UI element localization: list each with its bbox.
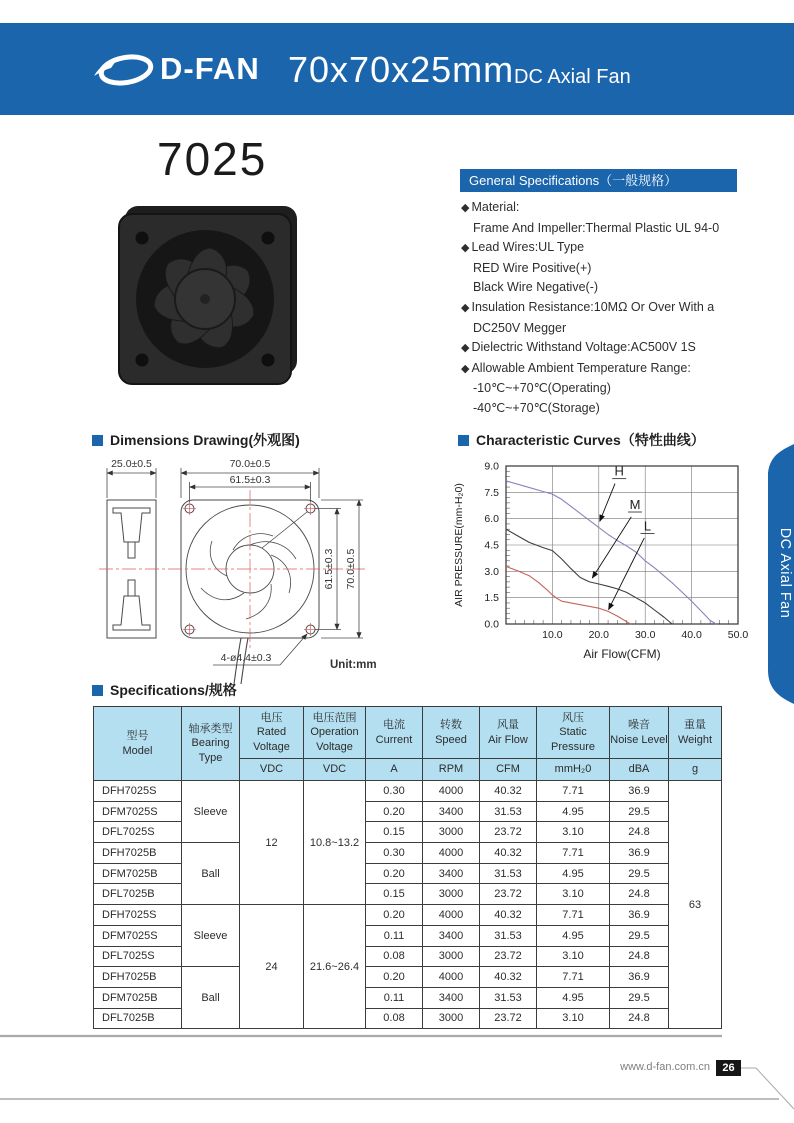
model-cell: DFH7025B (94, 967, 182, 988)
pressure-cell: 3.10 (537, 822, 610, 843)
bearing-cell: Sleeve (182, 781, 240, 843)
general-specs-list (461, 198, 751, 419)
brand-name: D-FAN (160, 51, 260, 86)
curves-section-title: Characteristic Curves（特性曲线） (458, 430, 705, 450)
curve-L (506, 566, 630, 624)
spec-item: -40℃~+70℃(Storage) (473, 400, 600, 415)
general-specs-header: General Specifications（一般规格） (460, 169, 737, 192)
bearing-cell: Ball (182, 967, 240, 1029)
column-header: 风量 Air Flow (480, 707, 537, 759)
speed-cell: 3000 (423, 822, 480, 843)
brand-logo-icon (90, 49, 156, 91)
pressure-cell: 3.10 (537, 1008, 610, 1029)
curve-label-L: L (643, 518, 652, 534)
current-cell: 0.30 (366, 781, 423, 802)
curves-chart-svg (448, 452, 748, 672)
column-unit: RPM (423, 759, 480, 781)
pressure-cell: 7.71 (537, 843, 610, 864)
x-tick-label: 50.0 (727, 629, 748, 641)
spec-item: ◆ Material: (461, 200, 520, 214)
diamond-bullet-icon: ◆ (461, 301, 470, 314)
pressure-cell: 7.71 (537, 905, 610, 926)
column-unit: CFM (480, 759, 537, 781)
current-cell: 0.11 (366, 987, 423, 1008)
current-cell: 0.08 (366, 946, 423, 967)
side-tab (744, 442, 794, 707)
header-bar (0, 23, 794, 115)
column-header: 风压 Static Pressure (537, 707, 610, 759)
dimensions-drawing (95, 452, 415, 692)
column-header: 噪音 Noise Level (610, 707, 669, 759)
noise-cell: 36.9 (610, 781, 669, 802)
current-cell: 0.15 (366, 822, 423, 843)
column-header: 电压 Rated Voltage (240, 707, 304, 759)
airflow-cell: 31.53 (480, 987, 537, 1008)
model-cell: DFM7025B (94, 987, 182, 1008)
column-header: 重量 Weight (669, 707, 722, 759)
speed-cell: 3000 (423, 1008, 480, 1029)
x-tick-label: 10.0 (542, 629, 563, 641)
spec-item: Black Wire Negative(-) (473, 280, 599, 295)
curve-label-H: H (614, 463, 624, 479)
model-cell: DFL7025B (94, 884, 182, 905)
column-unit: A (366, 759, 423, 781)
pressure-cell: 4.95 (537, 801, 610, 822)
airflow-cell: 40.32 (480, 781, 537, 802)
noise-cell: 29.5 (610, 925, 669, 946)
table-row (94, 843, 722, 864)
pressure-cell: 4.95 (537, 925, 610, 946)
section-bullet-icon (92, 685, 103, 696)
dim-height-inner: 61.5±0.3 (323, 548, 335, 590)
rated-voltage-cell: 12 (240, 781, 304, 905)
pressure-cell: 4.95 (537, 987, 610, 1008)
diamond-bullet-icon: ◆ (461, 202, 470, 214)
spec-item: DC250V Megger (473, 320, 567, 335)
column-header: 型号 Model (94, 707, 182, 781)
speed-cell: 3000 (423, 884, 480, 905)
y-axis-title: AIR PRESSURE(mm-H₂0) (453, 483, 465, 607)
y-tick-label: 1.5 (484, 592, 499, 605)
specs-table-head (94, 707, 722, 781)
spec-item: ◆ Allowable Ambient Temperature Range: (461, 360, 691, 375)
spec-item: -10℃~+70℃(Operating) (473, 381, 611, 396)
dim-holes-callout: 4-ø4.4±0.3 (220, 652, 272, 664)
x-axis-title: Air Flow(CFM) (583, 647, 661, 661)
speed-cell: 3400 (423, 863, 480, 884)
bearing-cell: Ball (182, 843, 240, 905)
spec-item: ◆ Dielectric Withstand Voltage:AC500V 1S (461, 340, 696, 355)
model-cell: DFL7025S (94, 946, 182, 967)
dim-width-outer: 70.0±0.5 (229, 458, 271, 470)
airflow-cell: 31.53 (480, 863, 537, 884)
bearing-cell: Sleeve (182, 905, 240, 967)
current-cell: 0.30 (366, 843, 423, 864)
model-cell: DFL7025B (94, 1008, 182, 1029)
spec-item: Frame And Impeller:Thermal Plastic UL 94-0 (473, 220, 720, 235)
y-tick-label: 4.5 (484, 539, 499, 552)
dim-height-outer: 70.0±0.5 (345, 548, 357, 590)
current-cell: 0.08 (366, 1008, 423, 1029)
model-cell: DFH7025S (94, 905, 182, 926)
speed-cell: 4000 (423, 967, 480, 988)
airflow-cell: 23.72 (480, 946, 537, 967)
speed-cell: 3000 (423, 946, 480, 967)
curve-H (506, 481, 716, 624)
model-cell: DFM7025S (94, 801, 182, 822)
page-subtitle: DC Axial Fan (514, 66, 631, 88)
model-cell: DFH7025B (94, 843, 182, 864)
column-unit: mmH₂0 (537, 759, 610, 781)
airflow-cell: 23.72 (480, 884, 537, 905)
current-cell: 0.20 (366, 801, 423, 822)
weight-cell: 63 (669, 781, 722, 1029)
speed-cell: 4000 (423, 905, 480, 926)
pressure-cell: 3.10 (537, 884, 610, 905)
spec-item: ◆ Lead Wires:UL Type (461, 240, 585, 255)
specs-table (93, 706, 722, 1029)
column-unit: g (669, 759, 722, 781)
speed-cell: 4000 (423, 781, 480, 802)
diamond-bullet-icon: ◆ (461, 242, 470, 255)
spec-item: RED Wire Positive(+) (473, 260, 592, 275)
table-row (94, 781, 722, 802)
dimensions-section-title: Dimensions Drawing(外观图) (92, 430, 300, 450)
pressure-cell: 7.71 (537, 967, 610, 988)
speed-cell: 3400 (423, 925, 480, 946)
noise-cell: 36.9 (610, 967, 669, 988)
speed-cell: 3400 (423, 987, 480, 1008)
fan-blade-lines (201, 512, 307, 619)
model-cell: DFM7025B (94, 863, 182, 884)
pressure-cell: 3.10 (537, 946, 610, 967)
footer-ornament (0, 1028, 794, 1123)
x-tick-label: 30.0 (634, 629, 656, 641)
noise-cell: 29.5 (610, 987, 669, 1008)
noise-cell: 24.8 (610, 946, 669, 967)
noise-cell: 36.9 (610, 905, 669, 926)
operation-voltage-cell: 10.8~13.2 (304, 781, 366, 905)
current-cell: 0.15 (366, 884, 423, 905)
y-tick-label: 9.0 (484, 460, 499, 473)
curve-label-M: M (629, 497, 641, 513)
side-tab-label: DC Axial Fan (777, 527, 793, 619)
y-tick-label: 7.5 (484, 486, 499, 499)
table-row (94, 905, 722, 926)
noise-cell: 24.8 (610, 884, 669, 905)
rated-voltage-cell: 24 (240, 905, 304, 1029)
diamond-bullet-icon: ◆ (461, 362, 470, 375)
spec-item: ◆ Insulation Resistance:10MΩ Or Over With a (461, 299, 715, 314)
diamond-bullet-icon: ◆ (461, 342, 470, 355)
noise-cell: 24.8 (610, 1008, 669, 1029)
specs-section-title: Specifications/规格 (92, 680, 237, 700)
speed-cell: 3400 (423, 801, 480, 822)
airflow-cell: 31.53 (480, 801, 537, 822)
pressure-cell: 7.71 (537, 781, 610, 802)
current-cell: 0.20 (366, 863, 423, 884)
pressure-cell: 4.95 (537, 863, 610, 884)
noise-cell: 36.9 (610, 843, 669, 864)
section-bullet-icon (92, 435, 103, 446)
dim-unit-note: Unit:mm (330, 659, 377, 671)
column-header: 电压范围 Operation Voltage (304, 707, 366, 759)
dim-width-inner: 61.5±0.3 (229, 474, 271, 486)
airflow-cell: 40.32 (480, 843, 537, 864)
y-tick-label: 3.0 (484, 565, 499, 578)
column-unit: VDC (304, 759, 366, 781)
airflow-cell: 31.53 (480, 925, 537, 946)
current-cell: 0.11 (366, 925, 423, 946)
noise-cell: 29.5 (610, 863, 669, 884)
airflow-cell: 40.32 (480, 967, 537, 988)
section-bullet-icon (458, 435, 469, 446)
column-header: 电流 Current (366, 707, 423, 759)
specs-table-body (94, 781, 722, 1029)
dim-depth: 25.0±0.5 (111, 458, 152, 470)
airflow-cell: 23.72 (480, 1008, 537, 1029)
column-unit: VDC (240, 759, 304, 781)
y-tick-label: 6.0 (484, 513, 499, 526)
model-cell: DFM7025S (94, 925, 182, 946)
noise-cell: 24.8 (610, 822, 669, 843)
model-number-title: 7025 (157, 133, 268, 185)
column-unit: dBA (610, 759, 669, 781)
noise-cell: 29.5 (610, 801, 669, 822)
x-tick-label: 20.0 (588, 629, 610, 641)
airflow-cell: 23.72 (480, 822, 537, 843)
model-cell: DFH7025S (94, 781, 182, 802)
x-tick-label: 40.0 (681, 629, 702, 641)
y-tick-label: 0.0 (484, 618, 499, 631)
airflow-cell: 40.32 (480, 905, 537, 926)
website-url: www.d-fan.com.cn (620, 1061, 710, 1073)
fan-product-photo (113, 198, 303, 394)
model-cell: DFL7025S (94, 822, 182, 843)
column-header: 转数 Speed (423, 707, 480, 759)
current-cell: 0.20 (366, 967, 423, 988)
column-header: 轴承类型 Bearing Type (182, 707, 240, 781)
operation-voltage-cell: 21.6~26.4 (304, 905, 366, 1029)
page-number-badge: 26 (716, 1060, 741, 1076)
speed-cell: 4000 (423, 843, 480, 864)
current-cell: 0.20 (366, 905, 423, 926)
page-title: 70x70x25mm (288, 49, 515, 90)
table-row (94, 967, 722, 988)
